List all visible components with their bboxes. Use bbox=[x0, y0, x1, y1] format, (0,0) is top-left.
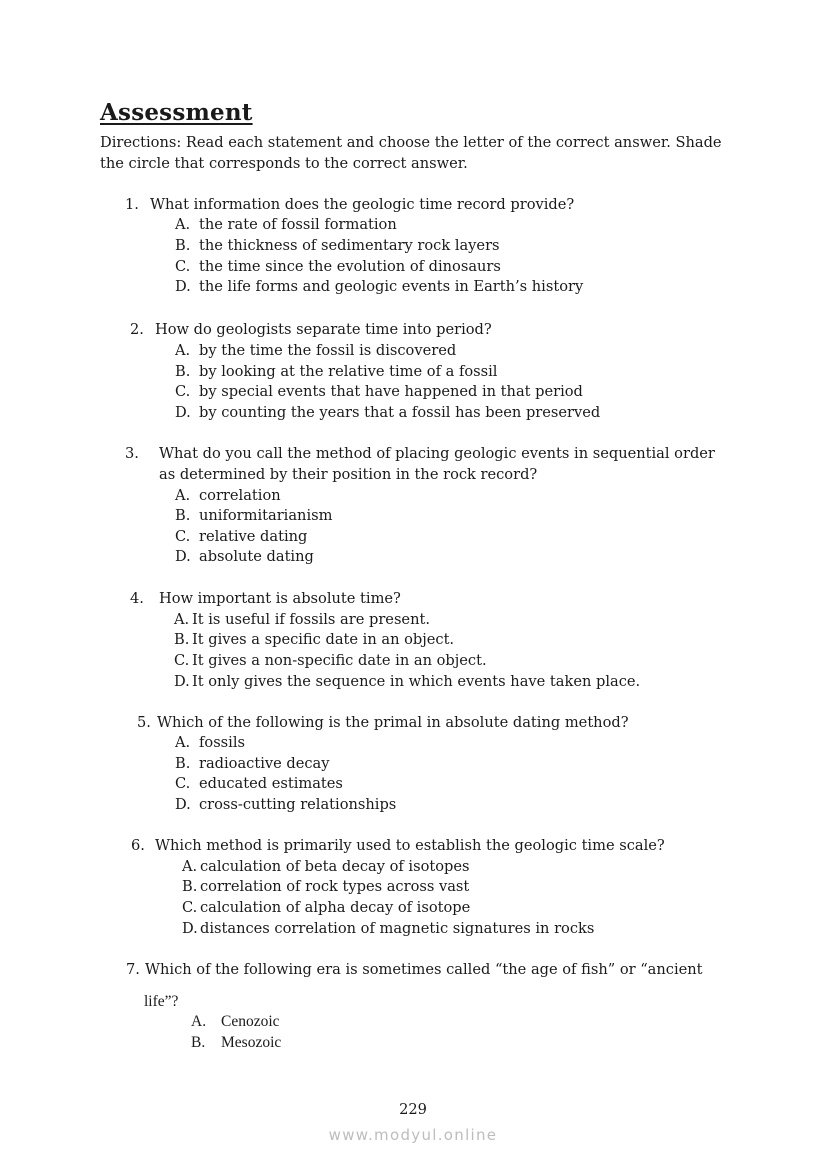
answer-option[interactable] bbox=[175, 548, 314, 565]
option-letter: A. bbox=[182, 858, 198, 875]
option-text: uniformitarianism bbox=[199, 507, 333, 524]
option-text: distances correlation of magnetic signatures in rocks bbox=[200, 920, 595, 937]
answer-option[interactable] bbox=[175, 258, 501, 275]
option-letter: B. bbox=[182, 878, 198, 895]
option-text: the thickness of sedimentary rock layers bbox=[199, 237, 500, 254]
answer-option[interactable] bbox=[175, 216, 397, 233]
option-letter: A. bbox=[175, 734, 191, 751]
answer-option[interactable] bbox=[175, 796, 396, 813]
option-text: calculation of alpha decay of isotope bbox=[200, 899, 471, 916]
option-letter: B. bbox=[175, 507, 191, 524]
option-text: the life forms and geologic events in Earth’s history bbox=[199, 278, 584, 295]
option-text: educated estimates bbox=[199, 775, 343, 792]
option-text: radioactive decay bbox=[199, 755, 330, 772]
answer-option[interactable] bbox=[174, 673, 640, 690]
directions-line-2: the circle that corresponds to the correct answer. bbox=[100, 155, 468, 172]
answer-option[interactable] bbox=[174, 611, 430, 628]
answer-option[interactable] bbox=[191, 1013, 280, 1031]
option-text: Mesozoic bbox=[221, 1034, 282, 1051]
watermark: www.modyul.online bbox=[328, 1126, 498, 1144]
page-title: Assessment bbox=[100, 99, 253, 126]
question-text: How important is absolute time? bbox=[159, 590, 401, 607]
answer-option[interactable] bbox=[175, 734, 245, 751]
option-letter: A. bbox=[175, 487, 191, 504]
question-text-line-2: life”? bbox=[144, 993, 179, 1010]
option-letter: A. bbox=[175, 216, 191, 233]
option-text: calculation of beta decay of isotopes bbox=[200, 858, 470, 875]
question-number: 6. bbox=[131, 837, 145, 854]
answer-option[interactable] bbox=[191, 1034, 281, 1052]
option-letter: C. bbox=[175, 383, 191, 400]
option-text: by counting the years that a fossil has been preserved bbox=[199, 404, 601, 421]
question-number: 5. bbox=[137, 714, 151, 731]
answer-option[interactable] bbox=[182, 858, 469, 875]
option-letter: B. bbox=[175, 237, 191, 254]
option-letter: D. bbox=[175, 796, 191, 813]
question-text: What information does the geologic time record provide? bbox=[150, 196, 575, 213]
question-text: Which method is primarily used to establish the geologic time scale? bbox=[155, 837, 665, 854]
directions-line-1: Directions: Read each statement and choose the letter of the correct answer. Shade bbox=[100, 134, 722, 151]
option-letter: A. bbox=[175, 342, 191, 359]
answer-option[interactable] bbox=[182, 878, 469, 895]
answer-option[interactable] bbox=[175, 383, 583, 400]
option-letter: C. bbox=[182, 899, 198, 916]
option-letter: C. bbox=[175, 258, 191, 275]
option-text: cross-cutting relationships bbox=[199, 796, 397, 813]
option-letter: D. bbox=[175, 404, 191, 421]
option-letter: C. bbox=[175, 528, 191, 545]
option-text: Cenozoic bbox=[221, 1013, 280, 1030]
option-letter: B. bbox=[175, 755, 191, 772]
answer-option[interactable] bbox=[175, 363, 497, 380]
answer-option[interactable] bbox=[182, 899, 470, 916]
answer-option[interactable] bbox=[175, 487, 281, 504]
question-text: Which of the following is the primal in absolute dating method? bbox=[157, 714, 629, 731]
option-letter: B. bbox=[175, 363, 191, 380]
option-text: absolute dating bbox=[199, 548, 314, 565]
option-letter: C. bbox=[175, 775, 191, 792]
option-text: correlation of rock types across vast bbox=[200, 878, 470, 895]
question-text-line-1: Which of the following era is sometimes called “the age of fish” or “ancient bbox=[145, 961, 703, 978]
question-text-line-1: What do you call the method of placing geologic events in sequential order bbox=[159, 445, 715, 462]
option-text: It gives a specific date in an object. bbox=[192, 631, 455, 648]
answer-option[interactable] bbox=[174, 631, 454, 648]
option-letter: A. bbox=[191, 1013, 207, 1030]
option-text: relative dating bbox=[199, 528, 308, 545]
option-text: fossils bbox=[199, 734, 245, 751]
question-number: 1. bbox=[125, 196, 139, 213]
answer-option[interactable] bbox=[175, 404, 600, 421]
answer-option[interactable] bbox=[182, 920, 594, 937]
question-number: 4. bbox=[130, 590, 144, 607]
question-number: 2. bbox=[130, 321, 144, 338]
option-letter: D. bbox=[182, 920, 198, 937]
question-text: How do geologists separate time into period? bbox=[155, 321, 492, 338]
option-letter: D. bbox=[175, 548, 191, 565]
option-letter: A. bbox=[174, 611, 190, 628]
option-text: the time since the evolution of dinosaurs bbox=[199, 258, 501, 275]
answer-option[interactable] bbox=[175, 278, 583, 295]
answer-option[interactable] bbox=[175, 528, 307, 545]
answer-option[interactable] bbox=[175, 755, 330, 772]
option-text: It gives a non-specific date in an object. bbox=[192, 652, 487, 669]
option-text: the rate of fossil formation bbox=[199, 216, 397, 233]
answer-option[interactable] bbox=[175, 775, 343, 792]
answer-option[interactable] bbox=[175, 342, 456, 359]
question-number: 3. bbox=[125, 445, 139, 462]
page-number: 229 bbox=[399, 1101, 427, 1118]
option-letter: D. bbox=[175, 278, 191, 295]
option-text: by the time the fossil is discovered bbox=[199, 342, 457, 359]
option-letter: B. bbox=[191, 1034, 206, 1051]
option-letter: B. bbox=[174, 631, 190, 648]
option-text: It is useful if fossils are present. bbox=[192, 611, 430, 628]
option-letter: C. bbox=[174, 652, 190, 669]
option-text: by looking at the relative time of a fossil bbox=[199, 363, 498, 380]
question-number: 7. bbox=[126, 961, 140, 978]
option-text: It only gives the sequence in which events have taken place. bbox=[192, 673, 641, 690]
question-text-line-2: as determined by their position in the rock record? bbox=[159, 466, 538, 483]
option-letter: D. bbox=[174, 673, 190, 690]
answer-option[interactable] bbox=[175, 507, 332, 524]
option-text: by special events that have happened in that period bbox=[199, 383, 583, 400]
answer-option[interactable] bbox=[174, 652, 487, 669]
answer-option[interactable] bbox=[175, 237, 500, 254]
option-text: correlation bbox=[199, 487, 281, 504]
